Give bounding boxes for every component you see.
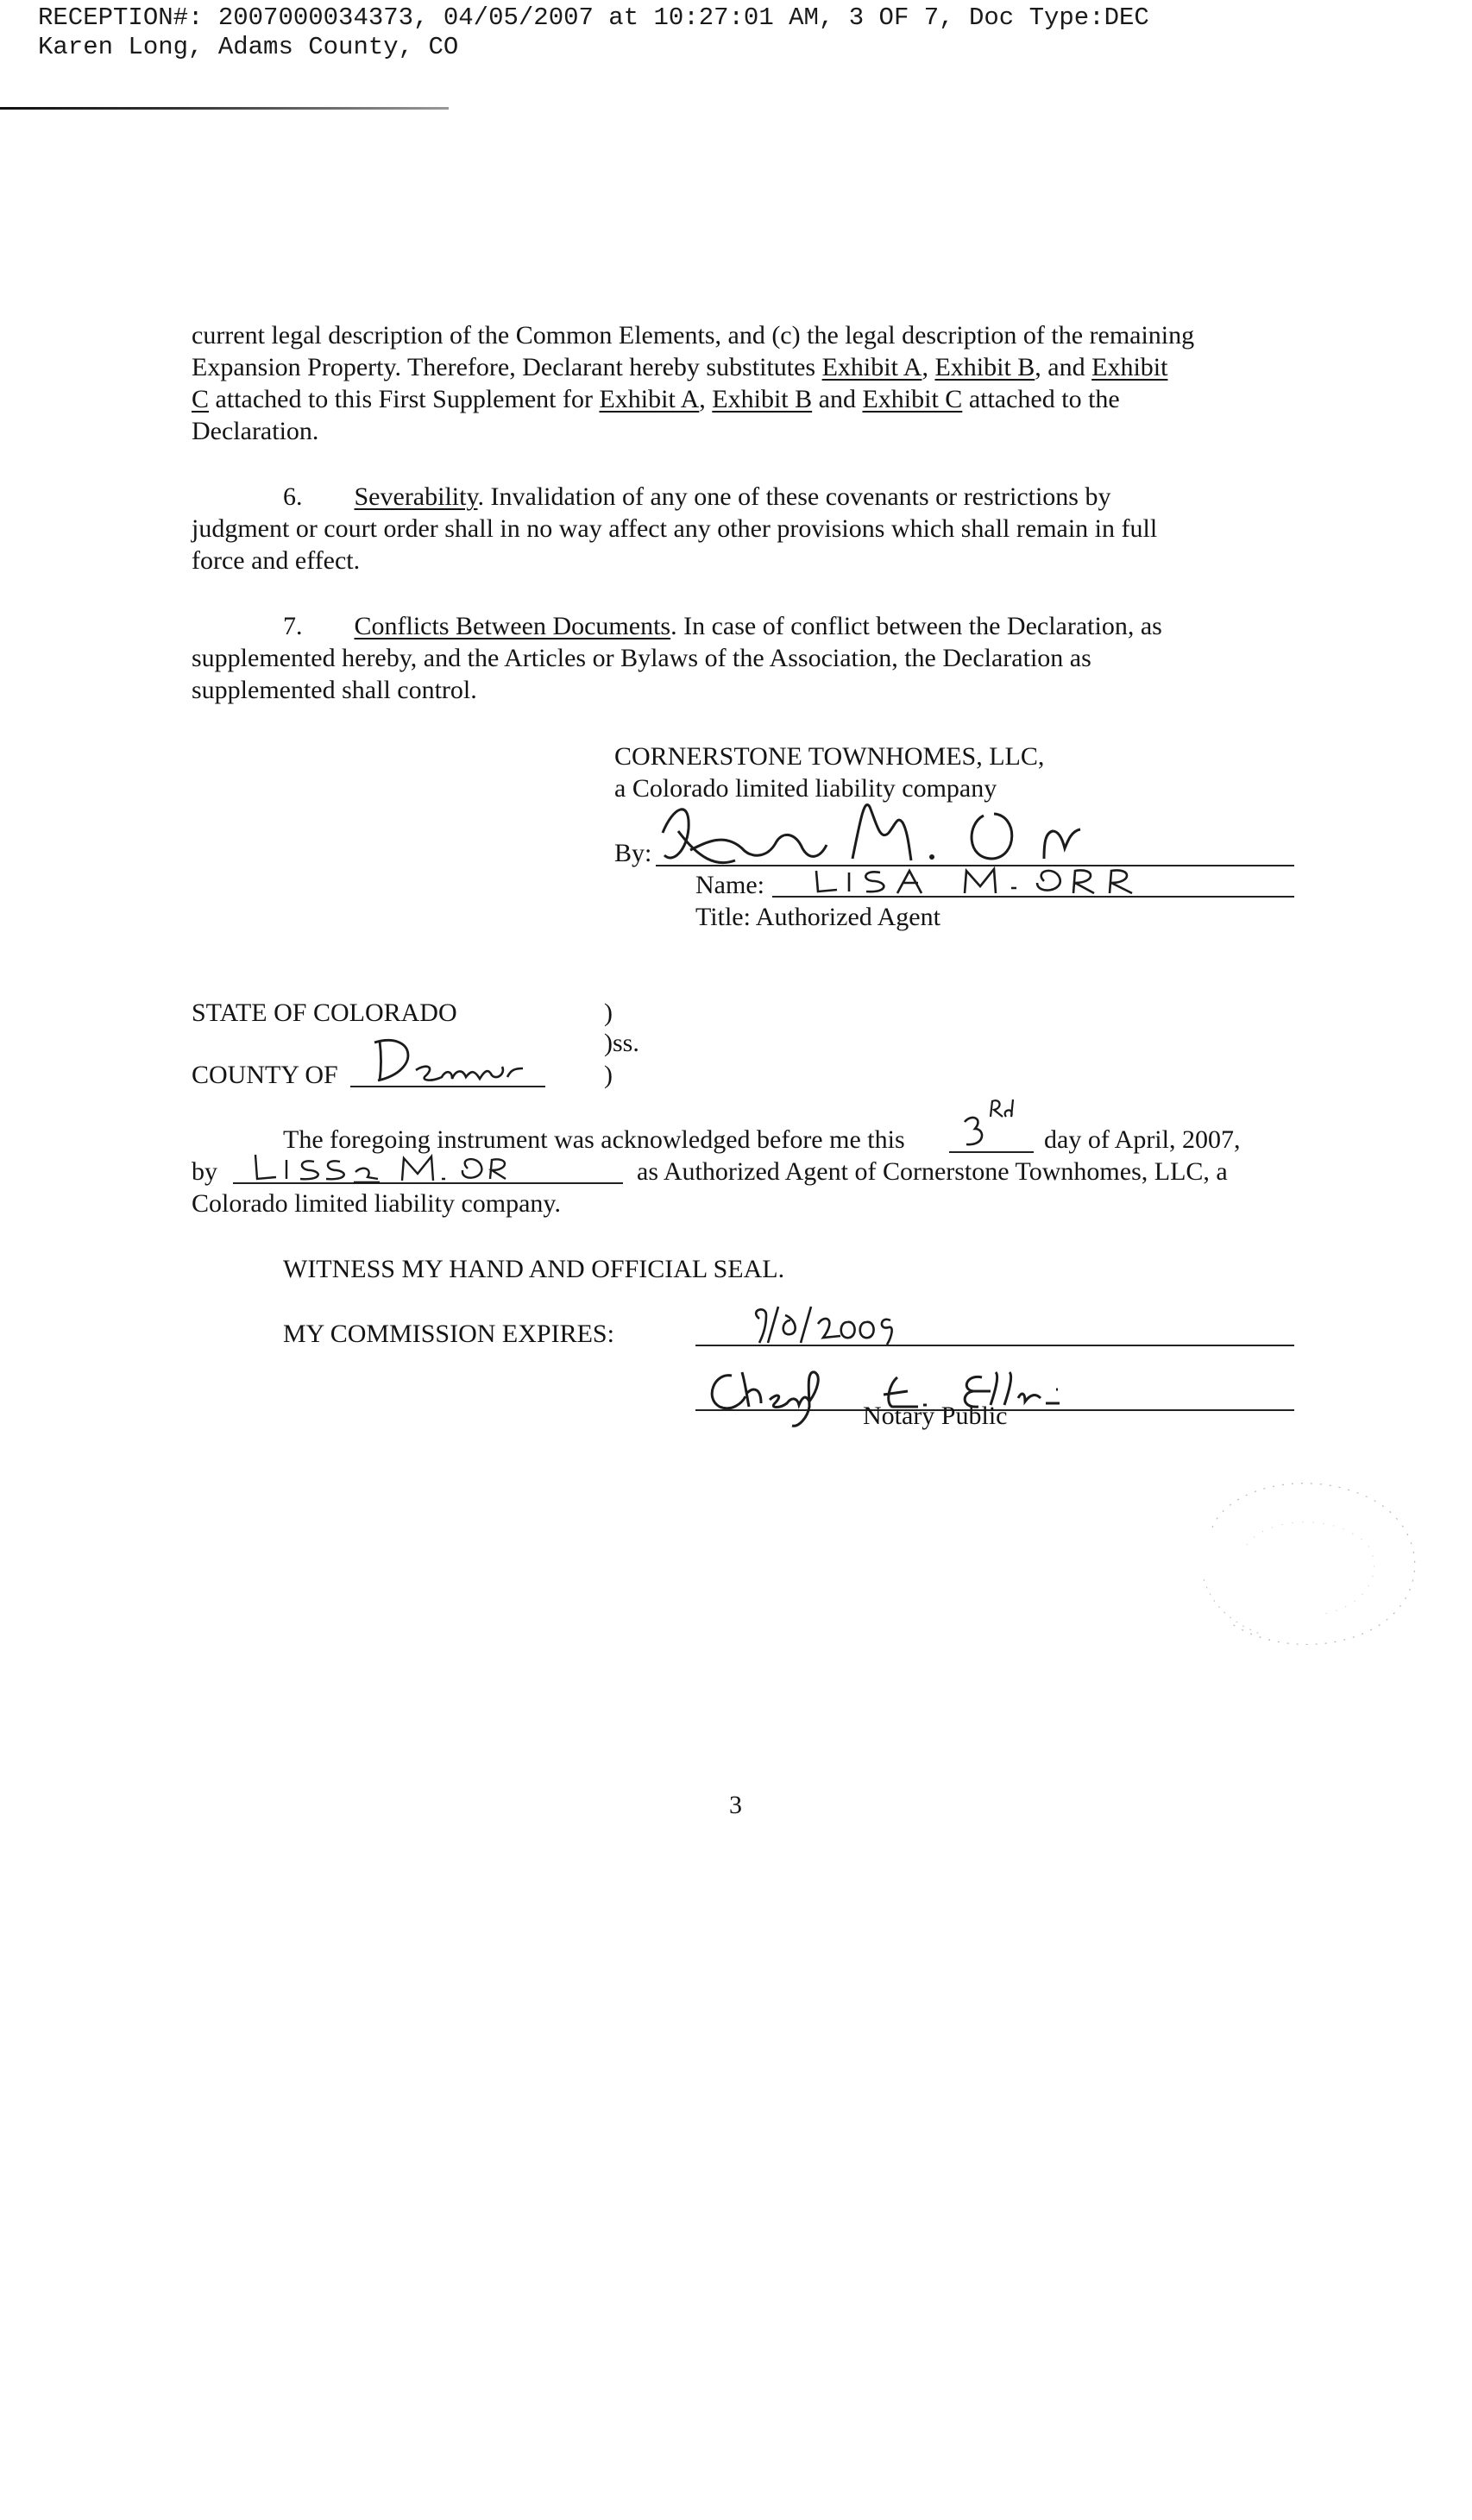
by-label: By: [614,839,652,867]
section-7-text1: . In case of conflict between the Declaration, as [670,612,1162,640]
ack-name-handwritten [250,1148,509,1186]
exhibit-b-link: Exhibit B [934,353,1035,381]
company-description: a Colorado limited liability company [614,774,997,803]
header-rule [0,107,449,110]
venue-paren-1: ) [604,999,613,1027]
section-6-line1 [283,481,1110,513]
p1-line2-text: Expansion Property. Therefore, Declarant hereby substitutes [192,353,822,381]
p1-line3: C attached to this First Supplement for Exhibit A, Exhibit B and Exhibit C attached to the [192,385,1120,413]
exhibit-a-link-2: Exhibit A [599,385,700,413]
name-label: Name: [695,871,764,899]
section-6-line2: judgment or court order shall in no way affect any other provisions which shall remain in full [192,514,1158,543]
recording-header-line2: Karen Long, Adams County, CO [38,33,459,61]
ack-day-line [949,1151,1034,1153]
section-7-heading: Conflicts Between Documents [354,612,671,640]
ack-day-handwritten [959,1098,1020,1151]
company-name: CORNERSTONE TOWNHOMES, LLC, [614,742,1045,771]
ack-line1-a: The foregoing instrument was acknowledged before me this [283,1125,905,1154]
p1-line2: Expansion Property. Therefore, Declarant hereby substitutes Exhibit A, Exhibit B, and Exhibit [192,353,1168,381]
section-7-line2: supplemented hereby, and the Articles or Bylaws of the Association, the Declaration as [192,644,1091,672]
printed-name-handwritten [811,859,1182,900]
section-7-line3: supplemented shall control. [192,676,477,704]
exhibit-c-link: Exhibit [1091,353,1168,381]
section-6-number: 6. [283,482,303,511]
section-6-heading: Severability [354,482,478,511]
exhibit-c-letter: C [192,385,210,413]
venue-ss: )ss. [604,1029,639,1057]
title-value: Authorized Agent [755,903,940,931]
county-handwritten [362,1032,535,1087]
p1-line1: current legal description of the Common Elements, and (c) the legal description of the remaining [192,321,1195,350]
ack-line3: Colorado limited liability company. [192,1189,561,1218]
notary-seal-faint [1178,1450,1437,1666]
notary-public-label: Notary Public [863,1402,1008,1430]
witness-line: WITNESS MY HAND AND OFFICIAL SEAL. [283,1255,785,1283]
exhibit-b-link-2: Exhibit B [712,385,813,413]
ack-line1-b: day of April, 2007, [1044,1125,1241,1154]
p1-line4: Declaration. [192,417,319,445]
page-number: 3 [729,1791,742,1819]
state-label: STATE OF COLORADO [192,999,457,1027]
commission-date-handwritten [742,1301,897,1348]
attached-to-the: attached to the [968,385,1120,413]
section-7-line1 [283,610,1162,642]
section-6-text1: . Invalidation of any one of these covenants or restrictions by [477,482,1111,511]
title-line [695,901,940,933]
county-label: COUNTY OF [192,1061,338,1089]
section-6-line3: force and effect. [192,546,361,575]
venue-paren-2: ) [604,1061,613,1089]
recording-header-line1: RECEPTION#: 2007000034373, 04/05/2007 at 10:27:01 AM, 3 OF 7, Doc Type:DEC [38,3,1149,32]
ack-by: by [192,1157,217,1186]
exhibit-c-link-2: Exhibit C [862,385,963,413]
section-7-number: 7. [283,612,303,640]
commission-label: MY COMMISSION EXPIRES: [283,1320,614,1348]
ack-line2-b: as Authorized Agent of Cornerstone Townhomes, LLC, a [637,1157,1228,1186]
and-word: and [818,385,856,413]
p1-line3-text: attached to this First Supplement for [215,385,600,413]
exhibit-a-link: Exhibit A [821,353,922,381]
title-label: Title: [695,903,751,931]
